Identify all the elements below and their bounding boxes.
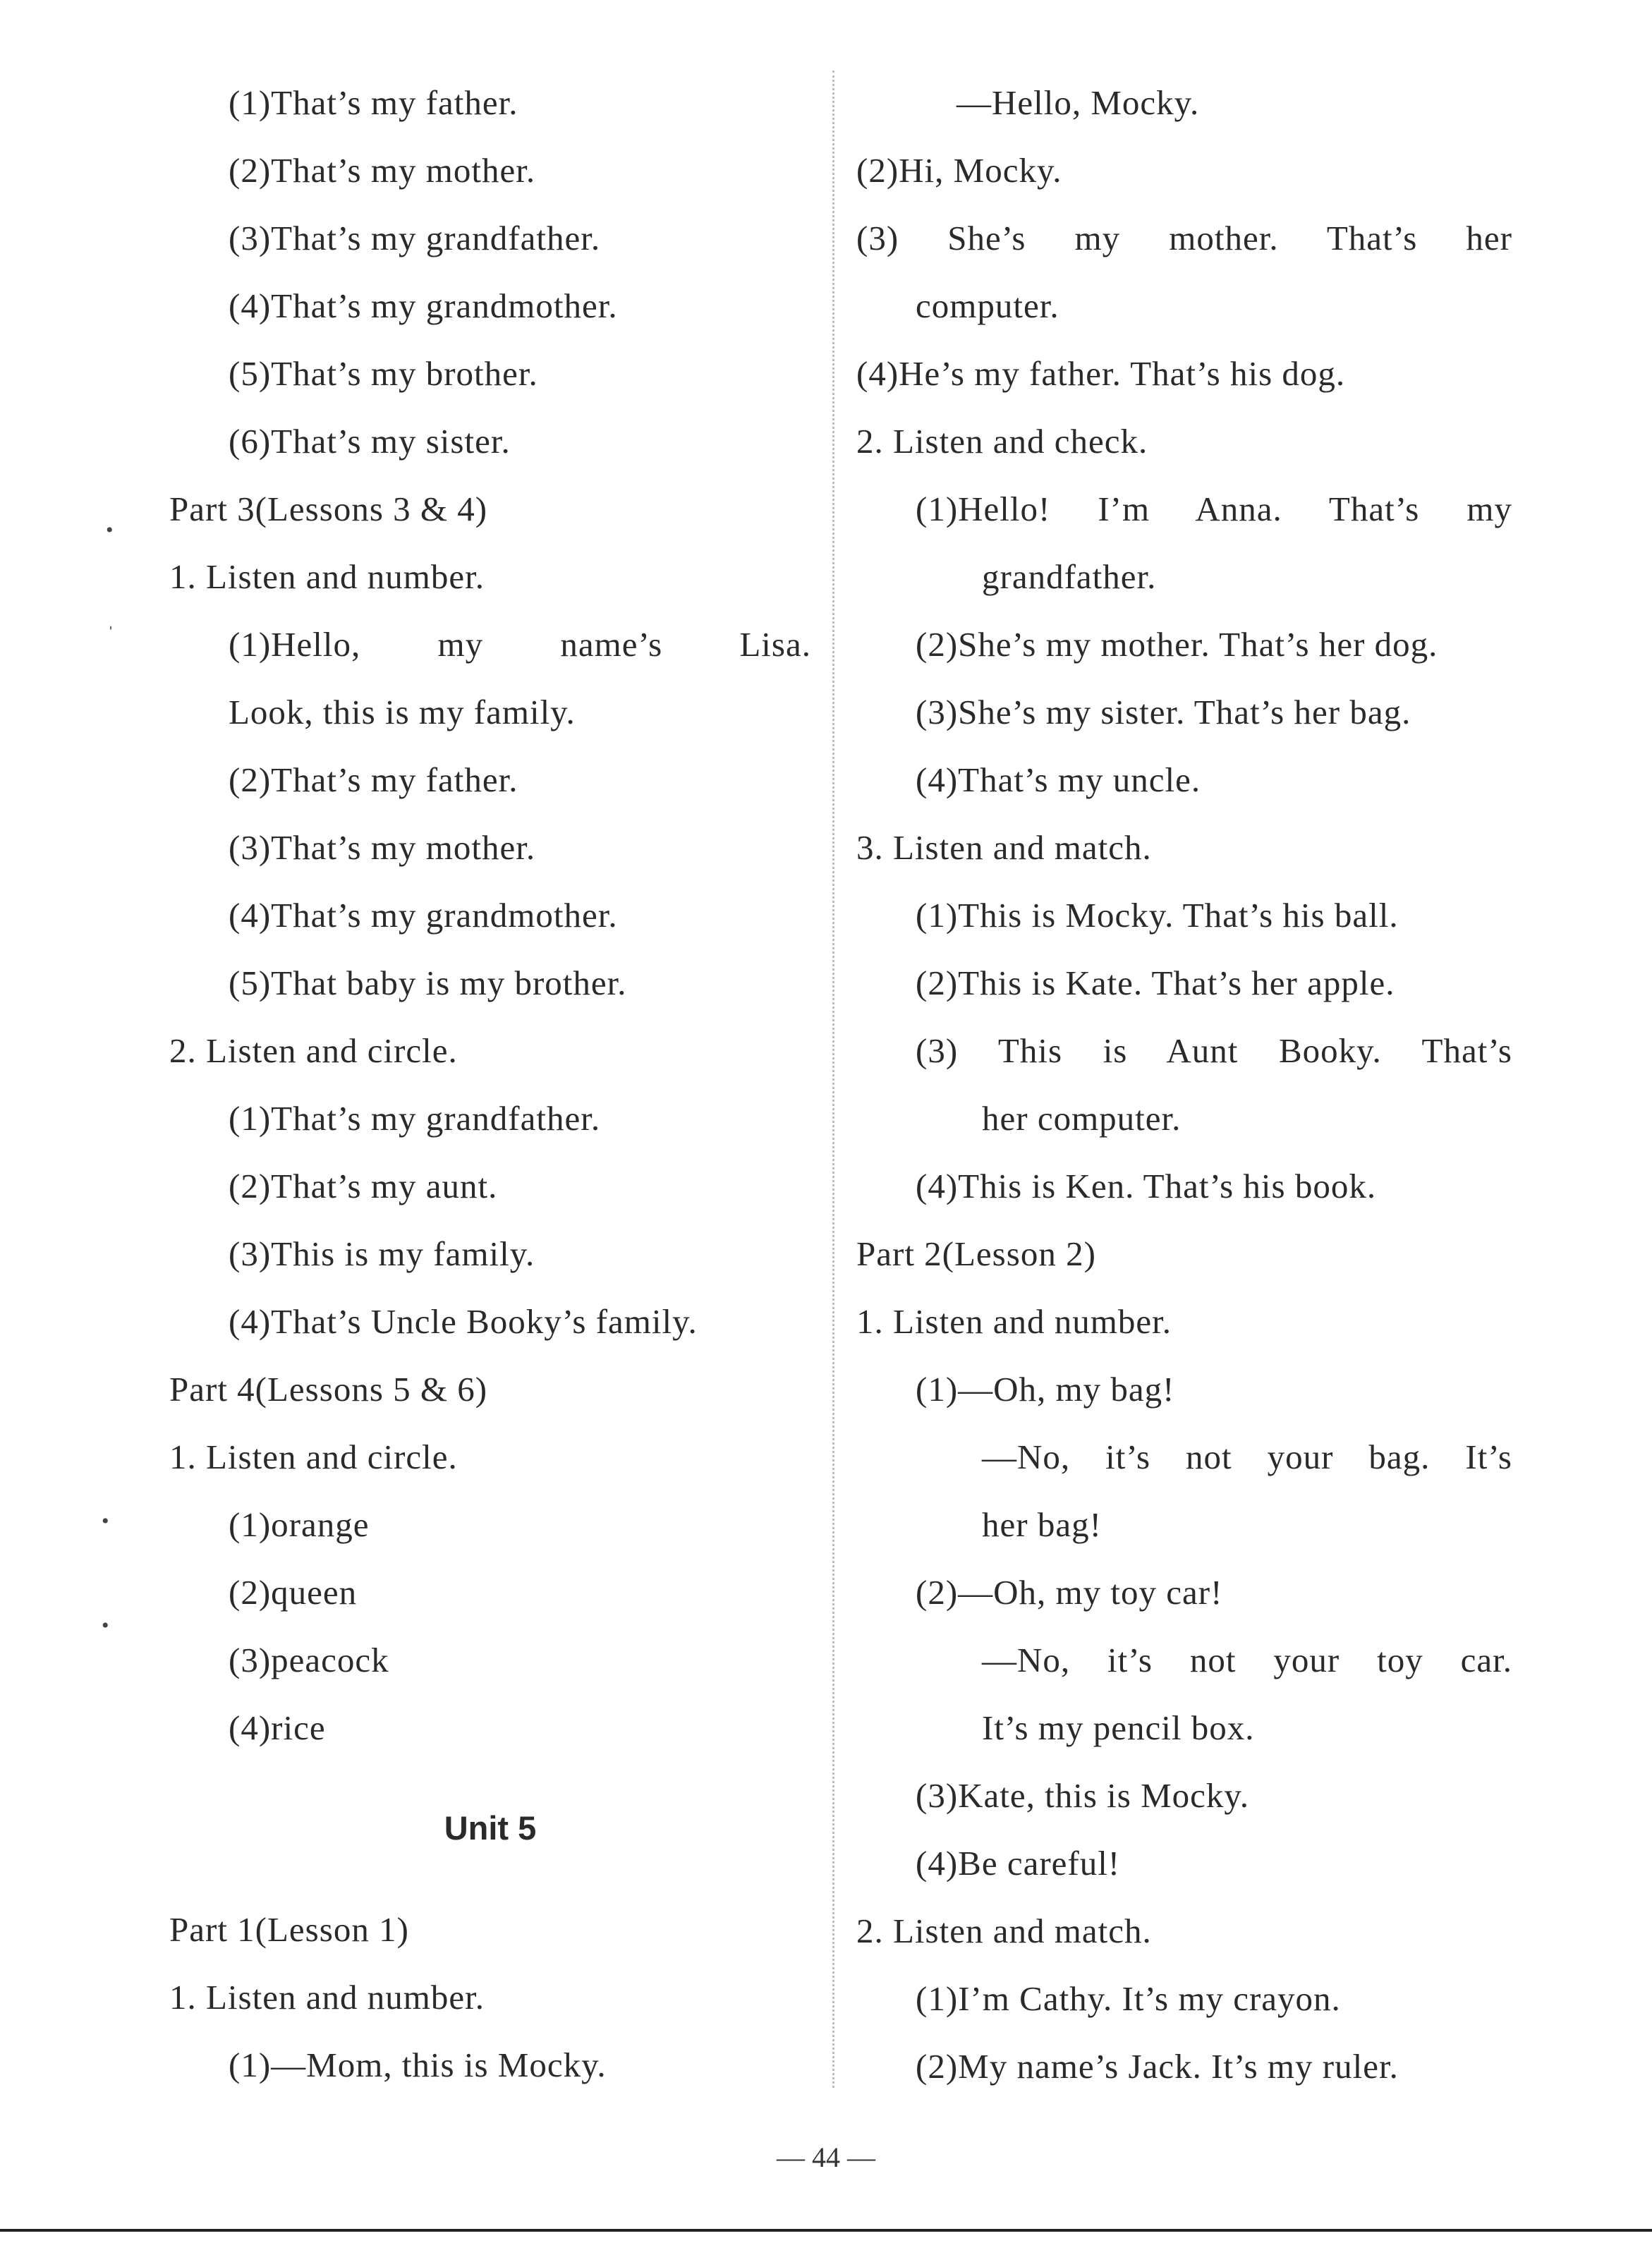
text-line: (1)That’s my father. — [229, 83, 518, 122]
text-line: (3) She’s my mother. That’s her — [856, 219, 1512, 257]
scan-mark: ˌ — [107, 607, 114, 630]
text-line: (5)That’s my brother. — [229, 354, 538, 393]
right-column — [856, 69, 1512, 2101]
text-line: (4)That’s my uncle. — [916, 760, 1201, 799]
text-line: (4)Be careful! — [916, 1844, 1121, 1883]
text-line: (3)That’s my grandfather. — [229, 219, 601, 257]
scan-mark: • — [102, 1509, 109, 1533]
unit-heading: Unit 5 — [444, 1809, 537, 1847]
text-line: (1)—Mom, this is Mocky. — [229, 2046, 607, 2084]
text-line: Part 3(Lessons 3 & 4) — [169, 490, 488, 528]
text-line: (2)She’s my mother. That’s her dog. — [916, 625, 1438, 664]
text-line: (1)I’m Cathy. It’s my crayon. — [916, 1979, 1341, 2018]
page-number: — 44 — — [777, 2141, 875, 2173]
left-column — [169, 69, 811, 2099]
text-line: (4)That’s my grandmother. — [229, 286, 618, 325]
text-line: (3)This is my family. — [229, 1234, 535, 1273]
text-line: (1)orange — [229, 1505, 370, 1544]
text-line: Part 4(Lessons 5 & 6) — [169, 1370, 488, 1409]
text-line: (1)Hello, my name’s Lisa. — [229, 625, 811, 664]
text-line: —No, it’s not your toy car. — [982, 1641, 1512, 1679]
text-line: 2. Listen and circle. — [169, 1031, 458, 1070]
text-line: 2. Listen and match. — [856, 1911, 1152, 1950]
text-line: —No, it’s not your bag. It’s — [982, 1437, 1512, 1476]
column-divider — [832, 71, 834, 2088]
scan-mark: • — [106, 518, 114, 542]
text-line: Look, this is my family. — [229, 693, 576, 731]
text-line: (1)Hello! I’m Anna. That’s my — [916, 490, 1512, 528]
text-line: (2)My name’s Jack. It’s my ruler. — [916, 2047, 1399, 2086]
text-line: 3. Listen and match. — [856, 828, 1152, 867]
text-line: (3)That’s my mother. — [229, 828, 536, 867]
text-line: (4)He’s my father. That’s his dog. — [856, 354, 1346, 393]
text-line: 1. Listen and number. — [856, 1302, 1172, 1341]
text-line: her bag! — [982, 1505, 1102, 1544]
text-line: —Hello, Mocky. — [956, 83, 1200, 122]
text-line: Part 1(Lesson 1) — [169, 1910, 409, 1949]
text-line: (4)That’s my grandmother. — [229, 896, 618, 935]
text-line: Part 2(Lesson 2) — [856, 1234, 1096, 1273]
text-line: It’s my pencil box. — [982, 1708, 1255, 1747]
text-line: (2)Hi, Mocky. — [856, 151, 1062, 190]
text-line: (2)That’s my mother. — [229, 151, 536, 190]
text-line: (2)—Oh, my toy car! — [916, 1573, 1223, 1612]
text-line: her computer. — [982, 1099, 1182, 1138]
text-line: grandfather. — [982, 557, 1157, 596]
text-line: (2)This is Kate. That’s her apple. — [916, 964, 1395, 1002]
text-line: 1. Listen and number. — [169, 557, 485, 596]
text-line: (6)That’s my sister. — [229, 422, 511, 461]
text-line: (1)—Oh, my bag! — [916, 1370, 1175, 1409]
text-line: (1)This is Mocky. That’s his ball. — [916, 896, 1399, 935]
text-line: computer. — [916, 286, 1059, 325]
bottom-rule — [0, 2229, 1652, 2232]
text-line: 2. Listen and check. — [856, 422, 1148, 461]
text-line: (3) This is Aunt Booky. That’s — [916, 1031, 1512, 1070]
text-line: (4)This is Ken. That’s his book. — [916, 1167, 1377, 1205]
text-line: (3)She’s my sister. That’s her bag. — [916, 693, 1411, 731]
text-line: (2)That’s my father. — [229, 760, 518, 799]
text-line: 1. Listen and number. — [169, 1978, 485, 2017]
text-line: (4)That’s Uncle Booky’s family. — [229, 1302, 698, 1341]
text-line: (4)rice — [229, 1708, 326, 1747]
text-line: (5)That baby is my brother. — [229, 964, 627, 1002]
text-line: (3)peacock — [229, 1641, 389, 1679]
text-line: (2)queen — [229, 1573, 358, 1612]
text-line: (3)Kate, this is Mocky. — [916, 1776, 1249, 1815]
scan-mark: • — [102, 1614, 109, 1637]
text-line: 1. Listen and circle. — [169, 1437, 458, 1476]
text-line: (1)That’s my grandfather. — [229, 1099, 601, 1138]
text-line: (2)That’s my aunt. — [229, 1167, 498, 1205]
